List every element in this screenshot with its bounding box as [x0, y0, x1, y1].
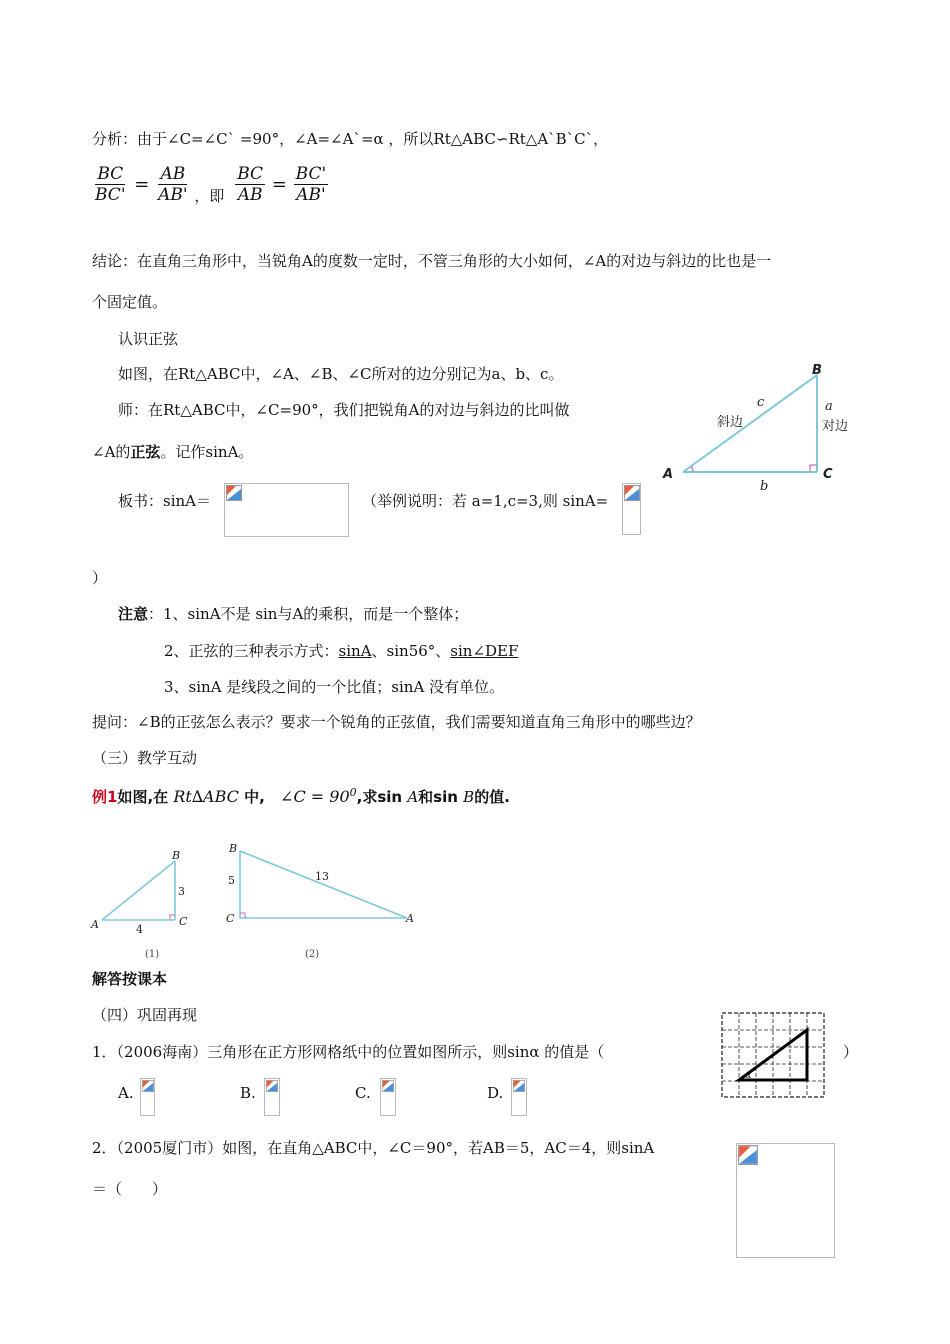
intro-paragraph: 如图，在Rt△ABC中，∠A、∠B、∠C所对的边分别记为a、b、c。 [118, 365, 564, 383]
svg-text:3: 3 [178, 885, 185, 898]
hypotenuse-label: 斜边 [717, 415, 744, 430]
option-d[interactable]: D. [487, 1084, 504, 1102]
svg-text:C: C [226, 912, 235, 925]
question-1-close: ） [843, 1043, 859, 1061]
example-1: 例1如图,在 Rt∆ABC 中, ∠C = $90^0$,求sin A和sin B的值. [92, 786, 510, 806]
svg-text:B: B [172, 849, 181, 862]
vertex-b-label: B [812, 363, 822, 378]
option-d-image [511, 1078, 527, 1116]
fraction: $\frac{BC}{AB}$ [237, 164, 264, 205]
side-c-label: c [757, 395, 765, 410]
svg-text:B: B [229, 842, 238, 855]
svg-text:13: 13 [315, 870, 329, 883]
note-1: 注意：1、sinA不是 sin与A的乘积，而是一个整体； [118, 605, 469, 623]
question-2-line1: 2．（2005厦门市）如图，在直角△ABC中，∠C＝90°，若AB＝5，AC＝4，则sinA [92, 1139, 655, 1157]
broken-image-icon [382, 1080, 394, 1092]
vertex-c-label: C [823, 467, 833, 482]
answer-note: 解答按课本 [92, 970, 168, 988]
section-three-heading: （三）教学互动 [92, 749, 198, 767]
fraction: $\frac{AB}{AB'}$ [158, 164, 188, 205]
question-text: 提问：∠B的正弦怎么表示？要求一个锐角的正弦值，我们需要知道直角三角形中的哪些边？ [92, 713, 701, 731]
opposite-label: 对边 [822, 419, 849, 434]
side-a-label: a [825, 399, 833, 414]
proportion-equations: $\frac{BC}{BC'}$ = $\frac{AB}{AB'}$ ，即 $\frac{BC}{AB}$ = $\frac{BC'}{AB'}$ [95, 164, 327, 205]
option-c-image [380, 1078, 396, 1116]
question-1: 1．（2006海南）三角形在正方形网格纸中的位置如图所示，则sinα 的值是（ [92, 1043, 605, 1061]
section-heading: 认识正弦 [118, 330, 179, 348]
teacher-paragraph: 师：在Rt△ABC中，∠C=90°，我们把锐角A的对边与斜边的比叫做 [118, 401, 570, 419]
svg-text:(2): (2) [305, 949, 320, 960]
svg-text:4: 4 [136, 923, 143, 936]
question-2-line2: ＝（ ） [92, 1180, 168, 1198]
broken-image-icon [266, 1080, 278, 1092]
svg-text:5: 5 [228, 874, 235, 887]
analysis-line: 分析：由于∠C=∠C` =90°，∠A=∠A`=α ，所以Rt△ABC∽Rt△A`B`C`， [92, 130, 609, 148]
formula-image [224, 483, 349, 537]
option-a-image [140, 1078, 155, 1116]
section-four-heading: （四）巩固再现 [92, 1006, 198, 1024]
svg-text:A: A [91, 918, 99, 931]
svg-text:A: A [406, 912, 414, 925]
right-triangle-figure [655, 360, 865, 495]
close-paren: ） [92, 569, 108, 587]
broken-image-icon [624, 485, 640, 501]
side-b-label: b [760, 479, 769, 494]
conclusion-line1: 结论：在直角三角形中，当锐角A的度数一定时，不管三角形的大小如何，∠A的对边与斜边的比也是一 [92, 252, 772, 270]
fraction: $\frac{BC'}{AB'}$ [295, 164, 327, 205]
option-a[interactable]: A. [118, 1084, 134, 1102]
formula-image [622, 483, 641, 535]
note-3: 3、sinA 是线段之间的一个比值；sinA 没有单位。 [164, 678, 505, 696]
grid-triangle-figure [721, 1012, 825, 1098]
example-label: 例1 [92, 788, 118, 806]
vertex-a-label: A [663, 467, 674, 482]
fraction: $\frac{BC}{BC'}$ [95, 164, 126, 205]
question-2-image [736, 1143, 835, 1258]
broken-image-icon [226, 485, 242, 501]
example-figure-1 [88, 845, 203, 963]
option-c[interactable]: C. [355, 1084, 371, 1102]
svg-text:α: α [745, 1071, 752, 1081]
board-text: 板书：sinA＝ [118, 492, 211, 510]
option-b-image [264, 1078, 280, 1116]
broken-image-icon [513, 1080, 525, 1092]
example-figure-2 [222, 838, 422, 963]
note-2: 2、正弦的三种表示方式：sinA、sin56°、sin∠DEF [164, 642, 519, 660]
conclusion-line2: 个固定值。 [92, 293, 168, 311]
example-text: （举例说明：若 a=1,c=3,则 sinA= [362, 492, 609, 510]
broken-image-icon [142, 1080, 154, 1092]
sine-definition: ∠A的正弦。记作sinA。 [92, 443, 254, 461]
svg-text:(1): (1) [145, 949, 160, 960]
option-b[interactable]: B. [240, 1084, 256, 1102]
svg-text:C: C [179, 915, 188, 928]
broken-image-icon [738, 1145, 758, 1165]
